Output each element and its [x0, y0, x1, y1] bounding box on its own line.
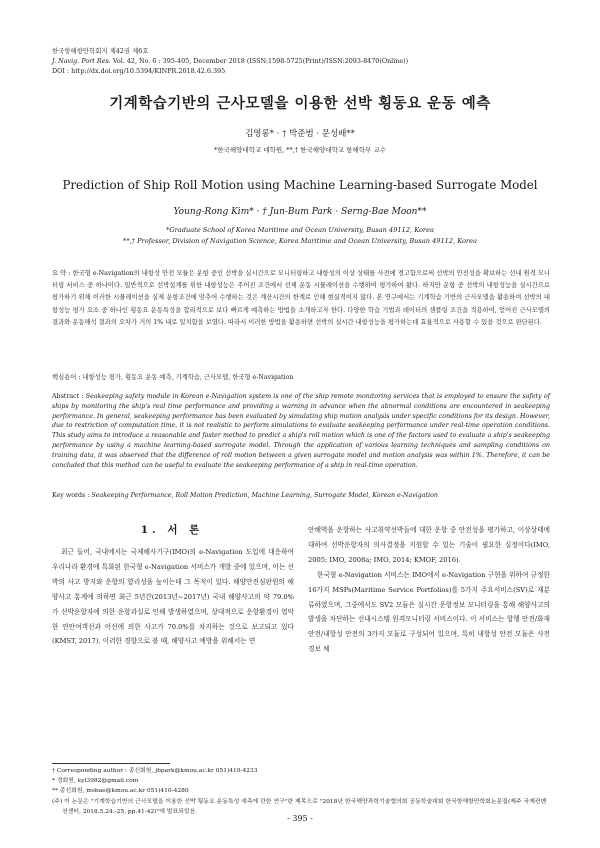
- journal-name-ko: 한국항해항만학회지 제42권 제6호: [52, 47, 149, 55]
- abstract-ko-text: 한국형 e-Navigation의 내항성 안전 모듈은 운항 중인 선박을 실시간으로 모니터링하고 내항성의 이상 상태를 사전에 경고함으로써 선박의 안전성을 확보하는 선내 원격 모니터링 서비스 중 하나이다. 일반적으로 선박설계를 위한 내항성능은 주어진 조건에서 선체 운동 시뮬레이션을 수행하여 평가하여 왔다. 하지만 운항 중 선박의 내항성능을 실시간으로 평가하기 위해 이러한 시뮬레이션을 실제 운항조건에 맞추어 수행하는 것은 계산시간의 한계로 인해 현실적이지 않다. 본 연구에서는 기계학습 기반의 근사모델을 활용하여 선박의 내항성능 평가 요소 중 하나인 횡동요 운동특성을 합리적으로 보다 빠르게 예측하는 방법을 소개하고자 한다. 다양한 학습 기법과 데이터의 샘플링 조건을 적용하여, 얻어진 근사모델의 결과와 운동해석 결과의 오차가 거의 1% 내로 일치함을 보였다. 따라서 이러한 방법을 활용하면 선박의 실시간 내항성능을 평가하는데 효율적으로 사용할 수 있을 것으로 판단된다.: [52, 270, 550, 326]
- footnote-divider: [52, 763, 170, 764]
- journal-header: [52, 46, 552, 76]
- authors-korean: 김영롱* · † 박준범 · 문성배**: [245, 129, 355, 139]
- affiliations-korean: *한국해양대학교 대학원, **,† 한국해양대학교 항해학부 교수: [214, 146, 386, 154]
- section-heading-introduction: 1. 서 론: [140, 524, 204, 536]
- citation-details: Vol. 42, No. 6 : 395-405, December 2018 (ISSN:1598-5725(Print)/ISSN:2093-8470(Online)): [110, 57, 409, 65]
- abstract-en-text: Seakeeping safety module in Korean e-Navigation system is one of the ship remote monitoring services that is employed to ensure the safety of ships by monitoring the ship's real time performance and providing a warning in advance when the abnormal conditions are encountered in seakeeping performance. In general, seakeeping performance has been evaluated by simulating ship motion analysis under specific conditions for its design. However, due to restriction of computation time, it is not realistic to perform simulations to evaluate seakeeping performance under real-time operation conditions. This study aims to introduce a reasonable and faster method to predict a ship's roll motion which is one of the factors used to evaluate a ship's seakeeping performance by using a machine learning-based surrogate model. Through the application of various learning techniques and sampling conditions on training data, it was observed that the difference of roll motion between a given surrogate model and motion analysis was within 1%. Therefore, it can be concluded that this method can be useful to evaluate the seakeeping performance of a ship in real-time operation.: [52, 393, 550, 469]
- footnotes: [52, 766, 550, 817]
- abstract-english: [52, 392, 550, 470]
- body-column-right: [308, 523, 550, 657]
- intro-paragraph-1: 최근 들어, 국내에서는 국제해사기구(IMO)의 e-Navigation 도입에 대응하여 우리나라 환경에 특화된 한국형 e-Navigation 서비스가 개발 중에 있으며, 이는 선박의 사고 방지와 운항의 합리성을 높이는데 그 목적이 있다. 해양안전심판원의 해양사고 통계에 의하면 최근 5년간(2013년~2017년) 국내 해양사고의 약 79.0%가 선박운항자에 의한 운항과실로 인해 발생하였으며, 상대적으로 운항환경이 열악한 연안여객선과 어선에 의한 사고가 70.0%를 차지하는 것으로 보고되고 있다(KMST, 2017). 이러한 경향으로 볼 때, 해양사고 예방을 위해서는 연: [52, 548, 294, 646]
- keywords-en-label: Key words :: [52, 492, 92, 499]
- keywords-english: [52, 492, 550, 499]
- doi-line[interactable]: DOI : http://dx.doi.org/10.5394/KINPR.2018.42.6.395: [52, 67, 226, 75]
- keywords-korean: [52, 372, 550, 381]
- authors-english: Young-Rong Kim* · † Jun-Bum Park · Serng-Bae Moon**: [173, 207, 427, 217]
- keywords-ko-label: 핵심용어 :: [52, 374, 83, 381]
- footnote-author-3: ** 종신회원, msbae@kmou.ac.kr 051)410-4280: [52, 788, 189, 795]
- footnote-note: (주) 이 논문은 "기계학습기반의 근사모델을 이용한 선박 횡동요 운동특성 예측에 관한 연구"란 제목으로 "2018년 한국해양과학기술협의회 공동학술대회 한국항해항만학회논문집(제주 국제컨벤션센터, 2018.5.24.-25, pp.41-42)"에 발표되었음.: [52, 798, 547, 815]
- footnote-author-1: * 정회원, kyl3982@gmail.com: [52, 778, 139, 785]
- abstract-ko-label: 요 약 :: [52, 270, 73, 277]
- keywords-en-text: Seakeeping Performance, Roll Motion Prediction, Machine Learning, Surrogate Model, Korean e-Navigation: [91, 492, 438, 499]
- journal-citation: [52, 56, 552, 66]
- title-korean: 기계학습기반의 근사모델을 이용한 선박 횡동요 운동 예측: [109, 95, 491, 112]
- journal-abbrev: J. Navig. Port Res.: [52, 57, 111, 65]
- footnote-corresponding: † Corresponding author : 종신회원, jbpark@kmou.ac.kr 051)410-4233: [52, 768, 258, 774]
- abstract-korean: [52, 268, 550, 329]
- affiliation-1: *Graduate School of Korea Maritime and Ocean University, Busan 49112, Korea: [166, 226, 434, 234]
- affiliation-2: **,† Professor, Division of Navigation Science, Korea Maritime and Ocean University, Busan 49112, Korea: [123, 237, 477, 245]
- title-english: Prediction of Ship Roll Motion using Machine Learning-based Surrogate Model: [62, 178, 538, 192]
- abstract-en-label: Abstract :: [52, 393, 86, 400]
- body-column-left: [52, 545, 294, 649]
- affiliations-english: [40, 225, 560, 247]
- keywords-ko-text: 내항성능 평가, 횡동요 운동 예측, 기계학습, 근사모델, 한국형 e-Navigation: [82, 374, 294, 381]
- page-number: - 395 -: [287, 814, 313, 823]
- intro-paragraph-continued: 안해역을 운항하는 사고취약선박들에 대한 운항 중 안전성을 평가하고, 이상상태에 대하여 선박운항자의 의사결정을 지원할 수 있는 기술이 필요한 실정이다(IMO, 2005; IMO, 2008a; IMO, 2014; KMOF, 2016).: [308, 526, 550, 564]
- intro-paragraph-2: 한국형 e-Navigation 서비스는 IMO에서 e-Navigation 구현을 위하여 규정한 16가지 MSPs(Maritime Service Portfolios)를 5가지 주요서비스(SV)로 재분류하였으며, 그중에서도 SV2 모듈은 실시간 운항정보 모니터링을 통해 해양사고의 발생을 차단하는 선내시스템 원격모니터링 서비스이다. 이 서비스는 항행 안전/화재 안전/내항성 안전의 3가지 모듈로 구성되어 있으며, 특히 내항성 안전 모듈은 사전 경보 체: [308, 570, 550, 654]
